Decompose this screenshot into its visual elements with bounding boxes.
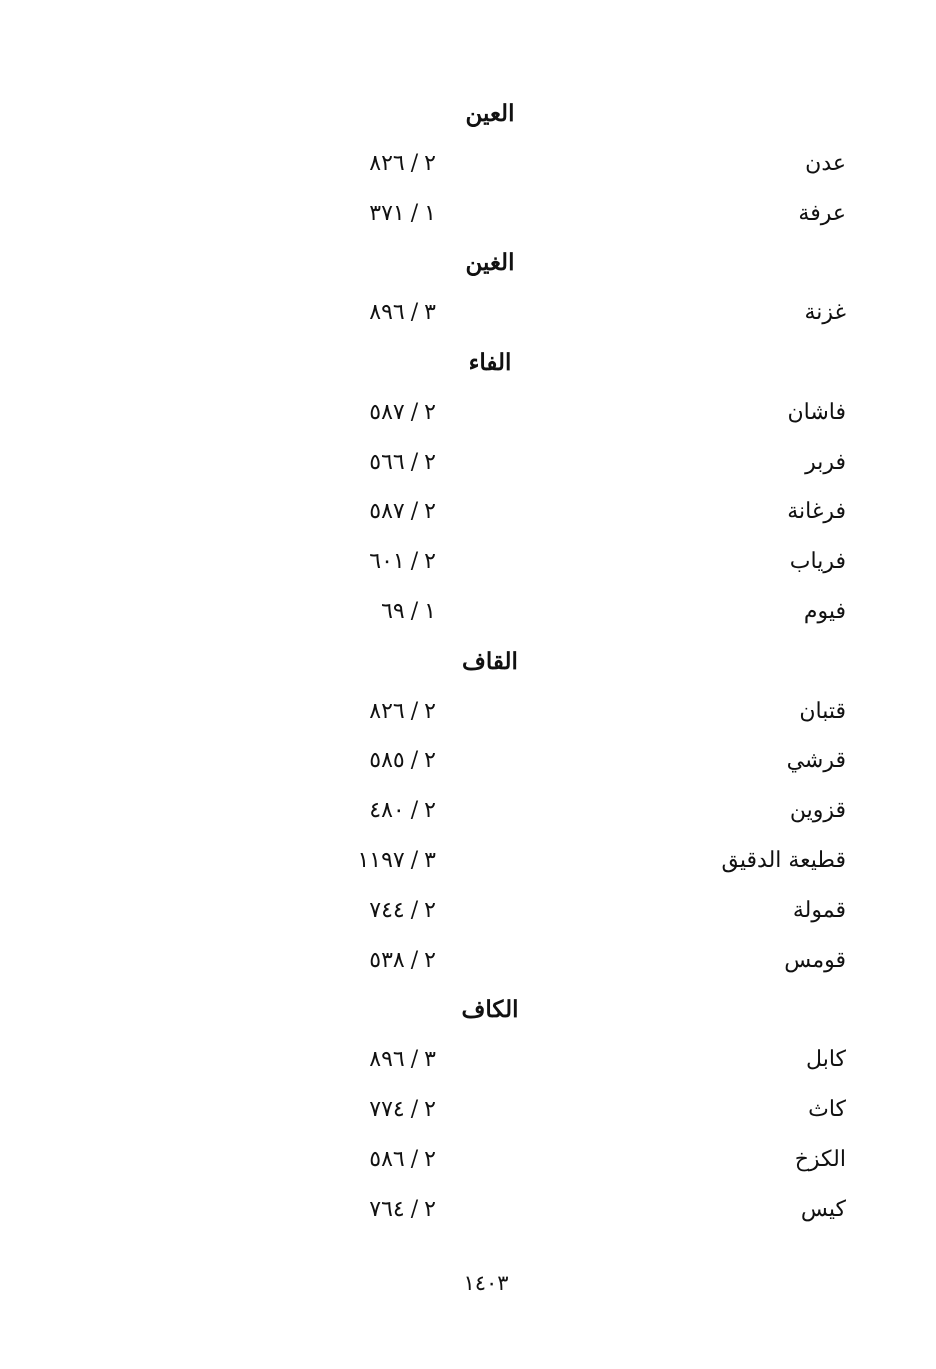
index-entry [0, 941, 936, 981]
reference-page: ٤٨٠ [369, 798, 405, 824]
reference-page: ٨٩٦ [369, 300, 405, 326]
index-entry [0, 1190, 936, 1230]
page-reference [236, 891, 436, 931]
place-name: كاث [808, 1097, 846, 1122]
place-name: فاشان [787, 399, 846, 425]
index-entry [0, 1140, 936, 1180]
place-name: فيوم [803, 599, 846, 624]
reference-volume: ٢ [424, 549, 436, 575]
index-entry [0, 492, 936, 532]
section-heading [0, 243, 936, 283]
index-entry [0, 891, 936, 931]
place-name: كابل [806, 1047, 846, 1073]
reference-separator: / [410, 399, 419, 425]
reference-page: ١١٩٧ [357, 848, 405, 873]
section-heading [0, 642, 936, 682]
page-reference [236, 1090, 436, 1130]
index-entry [0, 542, 936, 582]
reference-separator: / [410, 947, 419, 973]
index-entry [0, 692, 936, 732]
reference-volume: ١ [424, 200, 436, 226]
reference-volume: ٢ [424, 499, 436, 525]
index-entry [0, 1040, 936, 1080]
reference-page: ٥٨٧ [369, 399, 405, 425]
reference-volume: ٢ [424, 1196, 436, 1222]
page-reference [236, 841, 436, 881]
reference-separator: / [410, 798, 419, 824]
page-reference [236, 393, 436, 433]
reference-volume: ١ [424, 599, 436, 624]
place-name: قتبان [799, 698, 846, 724]
reference-page: ٥٣٨ [369, 947, 405, 973]
reference-volume: ٢ [424, 1097, 436, 1122]
place-name: قومس [784, 947, 846, 973]
reference-separator: / [410, 549, 419, 575]
place-name: غزنة [804, 300, 846, 326]
place-name: قرشي [786, 748, 846, 774]
reference-volume: ٢ [424, 748, 436, 774]
place-name: فرياب [789, 549, 846, 575]
section-heading [0, 343, 936, 383]
place-name: فربر [805, 449, 846, 475]
place-name: قمولة [792, 897, 846, 923]
section-heading-text: القاف [462, 647, 518, 675]
reference-volume: ٢ [424, 947, 436, 973]
reference-volume: ٢ [424, 150, 436, 176]
section-heading-text: العين [465, 100, 515, 127]
place-name: قطيعة الدقيق [721, 848, 846, 873]
section-heading [0, 990, 936, 1030]
section-heading-text: الكاف [461, 996, 519, 1024]
reference-separator: / [410, 1097, 419, 1122]
reference-page: ٧٤٤ [369, 897, 405, 923]
reference-separator: / [410, 897, 419, 923]
place-name: الكزخ [794, 1146, 846, 1172]
index-entry [0, 592, 936, 632]
place-name: قزوين [789, 798, 846, 824]
reference-separator: / [410, 150, 419, 176]
page-reference [236, 1140, 436, 1180]
reference-separator: / [410, 300, 419, 326]
reference-separator: / [410, 599, 419, 624]
reference-separator: / [410, 1047, 419, 1073]
reference-separator: / [410, 499, 419, 525]
index-entry [0, 393, 936, 433]
reference-volume: ٣ [424, 848, 436, 873]
index-entry [0, 1090, 936, 1130]
reference-page: ٥٨٥ [369, 748, 405, 774]
reference-page: ٦٩ [381, 599, 405, 624]
page-reference [236, 492, 436, 532]
reference-page: ٧٧٤ [369, 1097, 405, 1122]
reference-volume: ٣ [424, 300, 436, 326]
page-number [0, 1265, 936, 1301]
place-name: عدن [805, 150, 846, 176]
index-entry [0, 443, 936, 483]
reference-page: ٥٨٧ [369, 499, 405, 525]
reference-volume: ٢ [424, 1146, 436, 1172]
reference-volume: ٣ [424, 1047, 436, 1073]
reference-volume: ٢ [424, 399, 436, 425]
page-number-text: ١٤٠٣ [463, 1271, 509, 1295]
reference-separator: / [410, 449, 419, 475]
page-reference [236, 293, 436, 333]
reference-separator: / [410, 1196, 419, 1222]
section-heading-text: الفاء [468, 349, 512, 376]
reference-volume: ٢ [424, 449, 436, 475]
index-entry [0, 144, 936, 184]
page-reference [236, 1040, 436, 1080]
reference-page: ٦٠١ [369, 549, 405, 575]
page-reference [236, 194, 436, 234]
page-reference [236, 443, 436, 483]
reference-volume: ٢ [424, 698, 436, 724]
reference-separator: / [410, 1146, 419, 1172]
reference-page: ٣٧١ [369, 200, 405, 226]
reference-page: ٥٦٦ [369, 449, 405, 475]
page-reference [236, 144, 436, 184]
reference-page: ٥٨٦ [369, 1146, 405, 1172]
reference-separator: / [410, 200, 419, 226]
place-name: فرغانة [787, 499, 846, 525]
index-entry [0, 791, 936, 831]
page-reference [236, 741, 436, 781]
index-entry [0, 293, 936, 333]
reference-separator: / [410, 698, 419, 724]
page-reference [236, 592, 436, 632]
index-entry [0, 194, 936, 234]
reference-page: ٧٦٤ [369, 1196, 405, 1222]
reference-page: ٨٢٦ [369, 698, 405, 724]
index-entry [0, 741, 936, 781]
reference-page: ٨٢٦ [369, 150, 405, 176]
place-name: عرفة [798, 200, 846, 226]
page-reference [236, 692, 436, 732]
index-entry [0, 841, 936, 881]
page-reference [236, 542, 436, 582]
reference-page: ٨٩٦ [369, 1047, 405, 1073]
place-name: كيس [800, 1196, 846, 1222]
page-reference [236, 1190, 436, 1230]
section-heading-text: الغين [465, 249, 515, 277]
reference-separator: / [410, 748, 419, 774]
reference-volume: ٢ [424, 798, 436, 824]
reference-volume: ٢ [424, 897, 436, 923]
page-reference [236, 941, 436, 981]
page-reference [236, 791, 436, 831]
reference-separator: / [410, 848, 419, 873]
section-heading [0, 94, 936, 134]
